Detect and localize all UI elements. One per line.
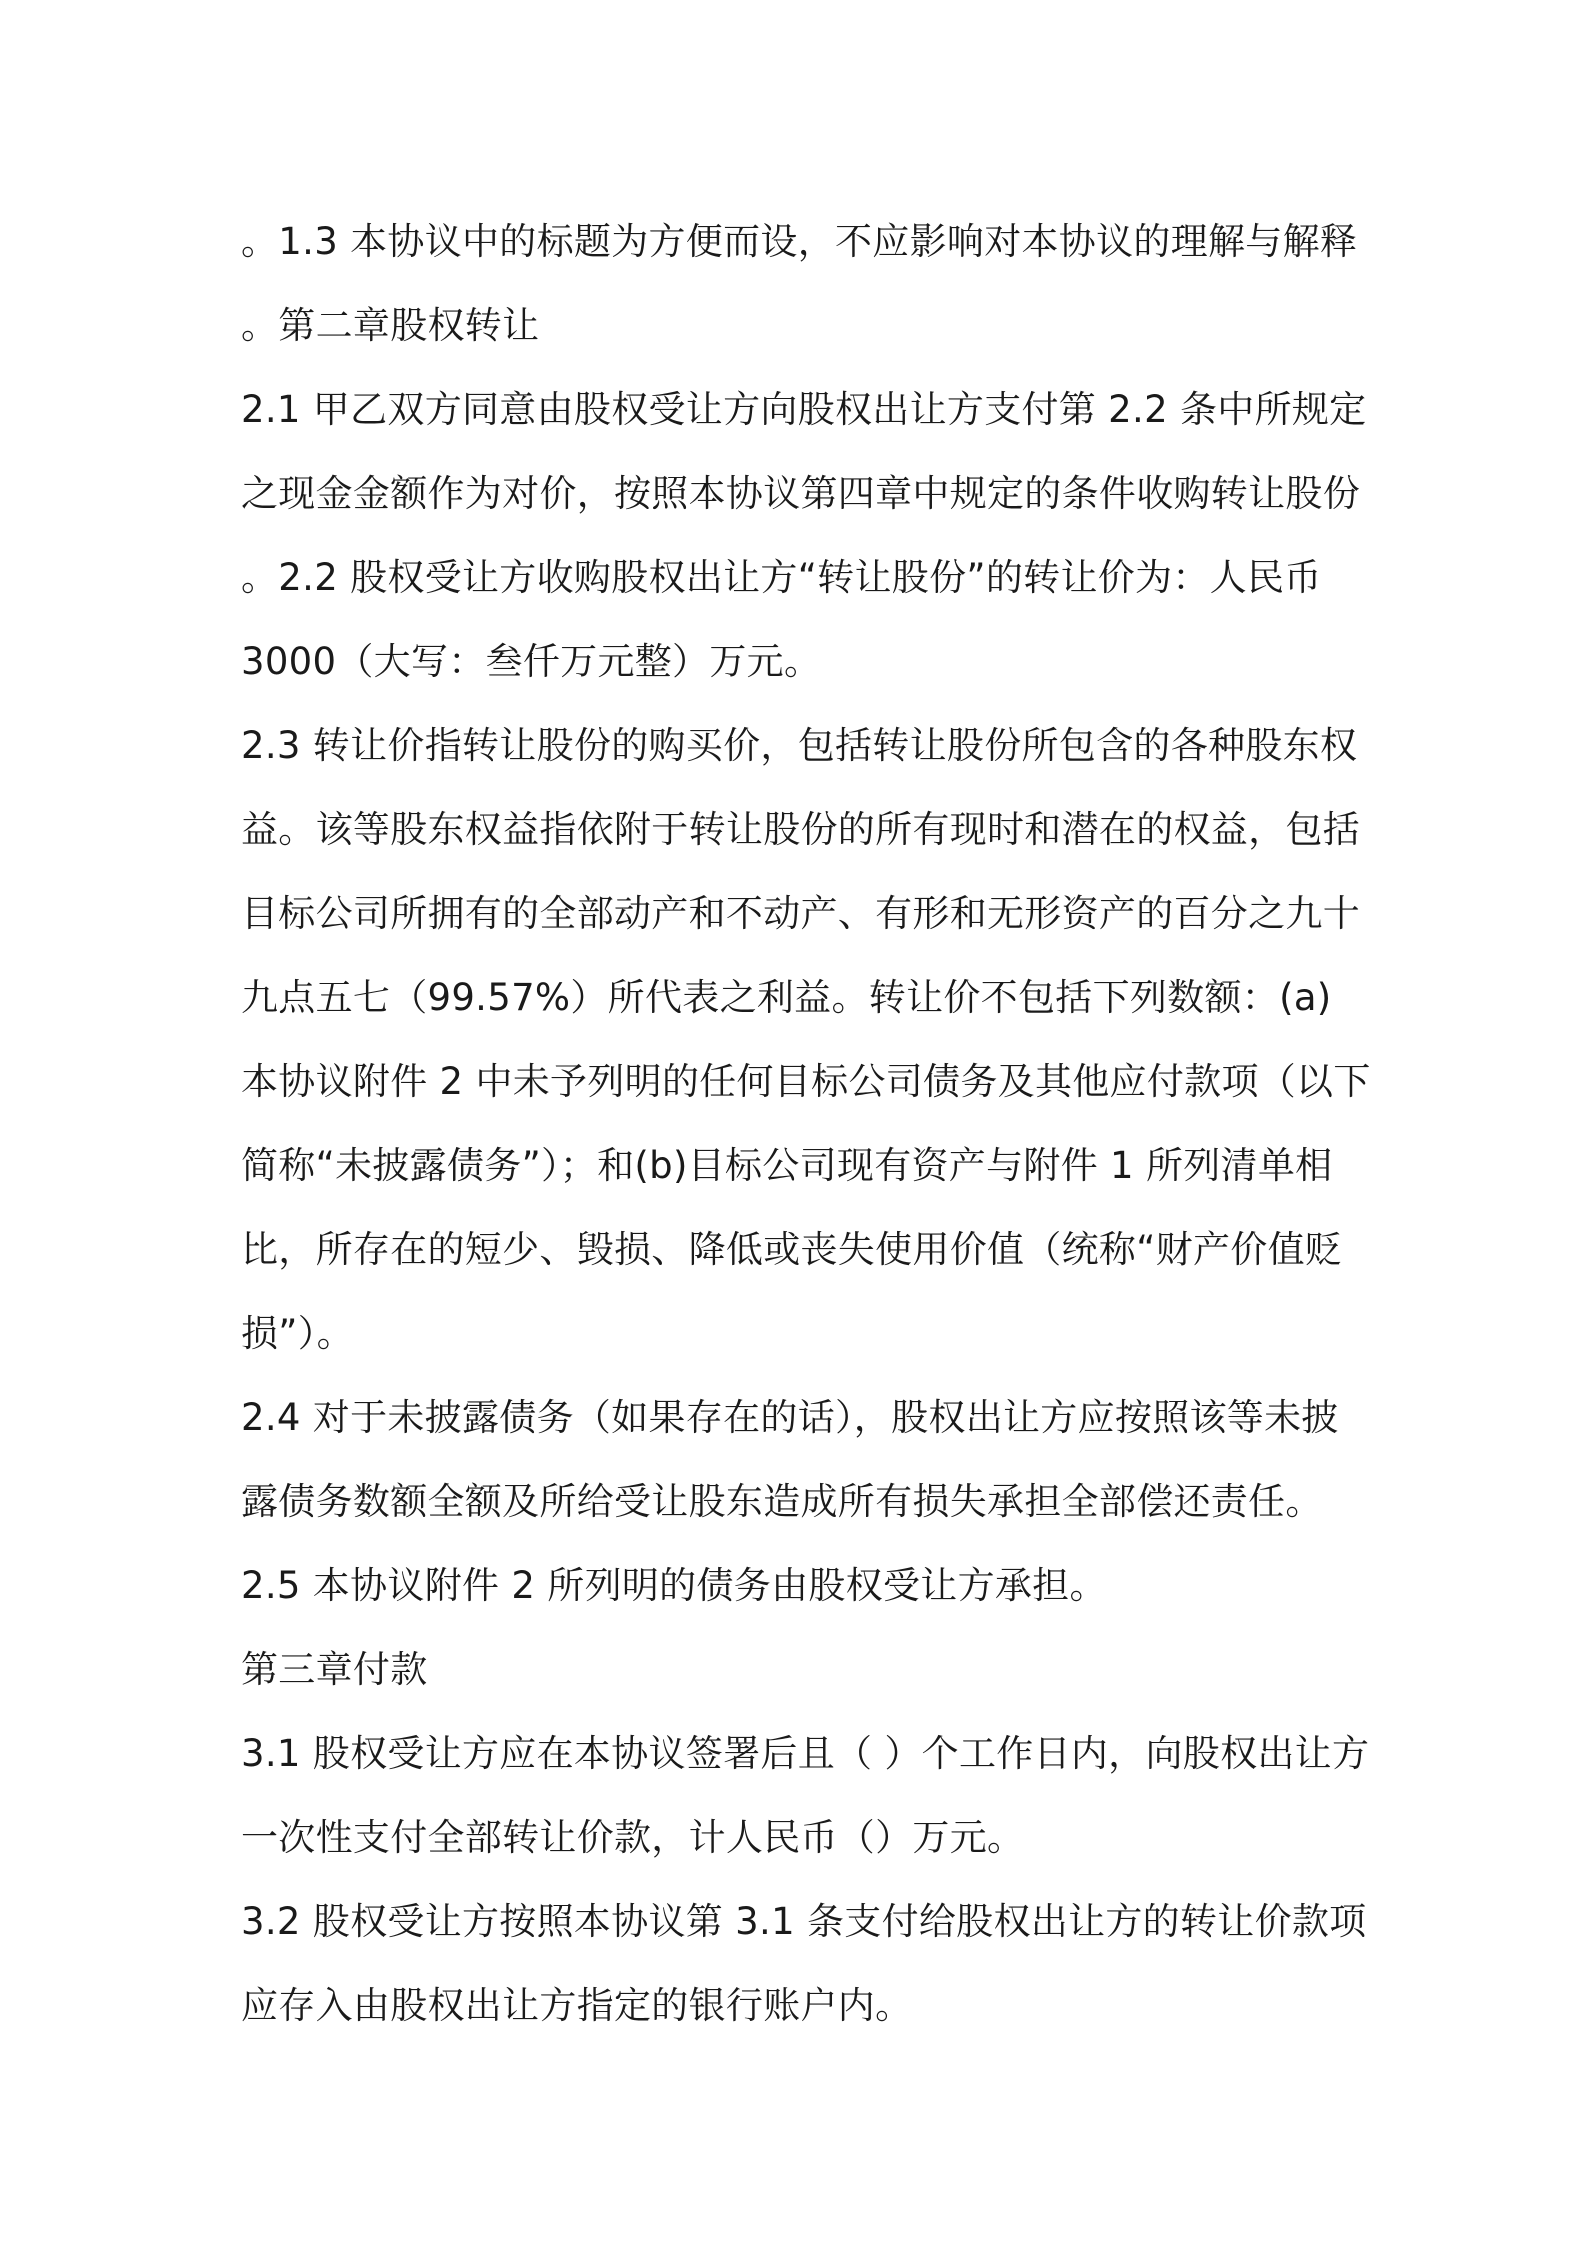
text-line: 九点五七（99.57%）所代表之利益。转让价不包括下列数额：(a) (241, 976, 1332, 1019)
text-line: 之现金金额作为对价，按照本协议第四章中规定的条件收购转让股份 (241, 472, 1360, 515)
text-line: 。第二章股权转让 (241, 304, 540, 347)
text-line: 目标公司所拥有的全部动产和不动产、有形和无形资产的百分之九十 (241, 892, 1360, 935)
text-line: 3.2 股权受让方按照本协议第 3.1 条支付给股权出让方的转让价款项 (241, 1900, 1367, 1943)
text-line: 本协议附件 2 中未予列明的任何目标公司债务及其他应付款项（以下 (241, 1060, 1371, 1103)
chapter-heading: 第三章付款 (241, 1648, 428, 1691)
text-line: 2.1 甲乙双方同意由股权受让方向股权出让方支付第 2.2 条中所规定 (241, 388, 1367, 431)
text-line: 2.4 对于未披露债务（如果存在的话），股权出让方应按照该等未披 (241, 1396, 1339, 1439)
document-body (241, 200, 1371, 2048)
text-line: 2.3 转让价指转让股份的购买价，包括转让股份所包含的各种股东权 (241, 724, 1358, 767)
text-line: 比，所存在的短少、毁损、降低或丧失使用价值（统称“财产价值贬 (241, 1228, 1343, 1271)
text-line: 露债务数额全额及所给受让股东造成所有损失承担全部偿还责任。 (241, 1480, 1323, 1523)
text-line: 应存入由股权出让方指定的银行账户内。 (241, 1984, 913, 2027)
text-line: 3.1 股权受让方应在本协议签署后且（ ）个工作日内，向股权出让方 (241, 1732, 1370, 1775)
text-line: 。2.2 股权受让方收购股权出让方“转让股份”的转让价为：人民币 (241, 556, 1322, 599)
text-line: 简称“未披露债务”）；和(b)目标公司现有资产与附件 1 所列清单相 (241, 1144, 1333, 1187)
text-line: 损”）。 (241, 1312, 354, 1355)
text-line: 。1.3 本协议中的标题为方便而设，不应影响对本协议的理解与解释 (241, 220, 1358, 263)
text-line: 2.5 本协议附件 2 所列明的债务由股权受让方承担。 (241, 1564, 1107, 1607)
text-line: 3000（大写：叁仟万元整）万元。 (241, 640, 822, 683)
text-line: 一次性支付全部转让价款，计人民币（）万元。 (241, 1816, 1025, 1859)
text-line: 益。该等股东权益指依附于转让股份的所有现时和潜在的权益，包括 (241, 808, 1360, 851)
